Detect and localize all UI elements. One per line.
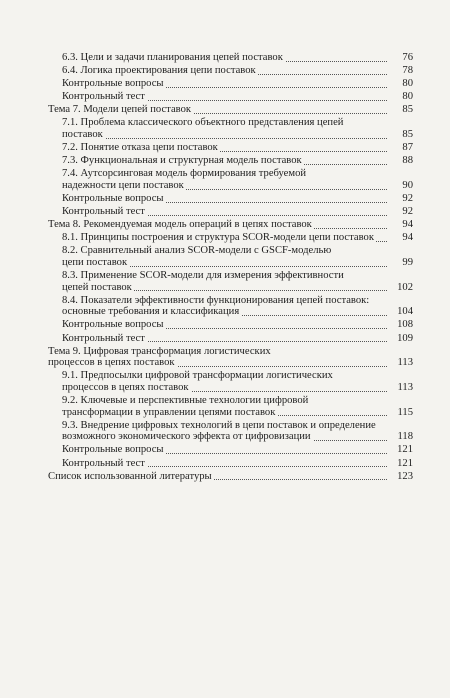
toc-entry: [48, 395, 413, 418]
toc-entry-page: 85: [389, 129, 413, 141]
toc-entry-title: 6.4. Логика проектирования цепи поставок: [62, 65, 256, 77]
toc-entry-title: 7.1. Проблема классического объектного представления цепей поставок: [62, 117, 344, 141]
toc-entry-page: 121: [389, 458, 413, 470]
toc-entry-page: 121: [389, 444, 413, 456]
toc-entry-page: 118: [389, 431, 413, 443]
toc-entry-page: 92: [389, 206, 413, 218]
toc-entry: [48, 245, 413, 268]
toc-entry-page: 108: [389, 319, 413, 331]
toc-entry-title: Контрольный тест: [62, 332, 145, 344]
toc-entry-title: Контрольные вопросы: [62, 319, 164, 331]
toc-entry: [48, 420, 413, 443]
toc-entry: [48, 270, 413, 293]
toc-entry: [48, 444, 413, 456]
toc-chapter-title: Тема 9. Цифровая трансформация логистических процессов в цепях поставок: [48, 345, 271, 369]
toc-entry: [48, 458, 413, 470]
toc-entry-title: 7.2. Понятие отказа цепи поставок: [62, 142, 218, 154]
toc-entry-title: 8.1. Принципы построения и структура SCOR-модели цепи поставок: [62, 232, 374, 244]
toc-entry-title: Контрольный тест: [62, 457, 145, 469]
toc-entry: [48, 65, 413, 77]
toc-entry-page: 123: [389, 471, 413, 483]
toc-entry: [48, 295, 413, 318]
toc-entry-page: 109: [389, 333, 413, 345]
toc-entry: [48, 52, 413, 64]
toc-entry-title: Контрольные вопросы: [62, 78, 164, 90]
toc-entry-page: 90: [389, 180, 413, 192]
toc-entry-page: 87: [389, 142, 413, 154]
toc-chapter-title: Список использованной литературы: [48, 470, 212, 482]
toc-entry-page: 94: [389, 219, 413, 231]
toc-chapter-title: Тема 8. Рекомендуемая модель операций в цепях поставок: [48, 219, 312, 231]
toc-chapter: [48, 219, 413, 231]
toc-entry-title: 7.3. Функциональная и структурная модель поставок: [62, 155, 302, 167]
toc-entry-page: 85: [389, 104, 413, 116]
toc-entry-page: 80: [389, 78, 413, 90]
toc-entry-title: 9.3. Внедрение цифровых технологий в цепи поставок и определение возможного экономического эффекта от цифровизации: [62, 419, 376, 443]
toc-entry-page: 88: [389, 155, 413, 167]
toc-entry-title: Контрольный тест: [62, 91, 145, 103]
toc-entry-title: 8.2. Сравнительный анализ SCOR-модели с GSCF-моделью цепи поставок: [62, 245, 332, 268]
toc-entry-page: 76: [389, 52, 413, 64]
toc-entry-title: 8.4. Показатели эффективности функционирования цепей поставок: основные требования и классификация: [62, 294, 370, 318]
toc-entry: [48, 91, 413, 103]
toc-entry: [48, 155, 413, 167]
toc-entry-page: 104: [389, 306, 413, 318]
toc-entry-title: 9.2. Ключевые и перспективные технологии цифровой трансформации в управлении цепями поставок: [62, 395, 309, 418]
toc-entry-title: 7.4. Аутсорсинговая модель формирования требуемой надежности цепи поставок: [62, 168, 307, 191]
toc-entry: [48, 232, 413, 244]
toc-entry-page: 115: [389, 407, 413, 419]
toc-entry-title: 9.1. Предпосылки цифровой трансформации логистических процессов в цепях поставок: [62, 370, 333, 393]
toc-entry-title: 8.3. Применение SCOR-модели для измерения эффективности цепей поставок: [62, 270, 344, 293]
toc-chapter: [48, 346, 413, 369]
toc-entry: [48, 370, 413, 393]
toc-entry-page: 102: [389, 282, 413, 294]
toc-entry: [48, 206, 413, 218]
toc-entry: [48, 142, 413, 154]
toc-entry-page: 94: [389, 232, 413, 244]
toc-entry-title: Контрольный тест: [62, 206, 145, 218]
toc-entry: [48, 168, 413, 191]
toc-entry-page: 113: [389, 382, 413, 394]
toc-entry-title: 6.3. Цели и задачи планирования цепей поставок: [62, 52, 283, 63]
toc-entry-page: 92: [389, 193, 413, 205]
toc-entry: [48, 78, 413, 90]
toc-entry: [48, 333, 413, 345]
toc-entry-title: Контрольные вопросы: [62, 444, 164, 456]
toc-entry: [48, 117, 413, 140]
toc-entry: [48, 193, 413, 205]
toc-entry-title: Контрольные вопросы: [62, 193, 164, 205]
toc-entry-page: 113: [389, 357, 413, 369]
toc-chapter: [48, 104, 413, 116]
toc-entry-page: 80: [389, 91, 413, 103]
toc-entry-page: 99: [389, 257, 413, 269]
toc-chapter-title: Тема 7. Модели цепей поставок: [48, 104, 192, 116]
toc-chapter: [48, 471, 413, 483]
table-of-contents: [48, 52, 413, 484]
toc-entry-page: 78: [389, 65, 413, 77]
toc-entry: [48, 319, 413, 331]
